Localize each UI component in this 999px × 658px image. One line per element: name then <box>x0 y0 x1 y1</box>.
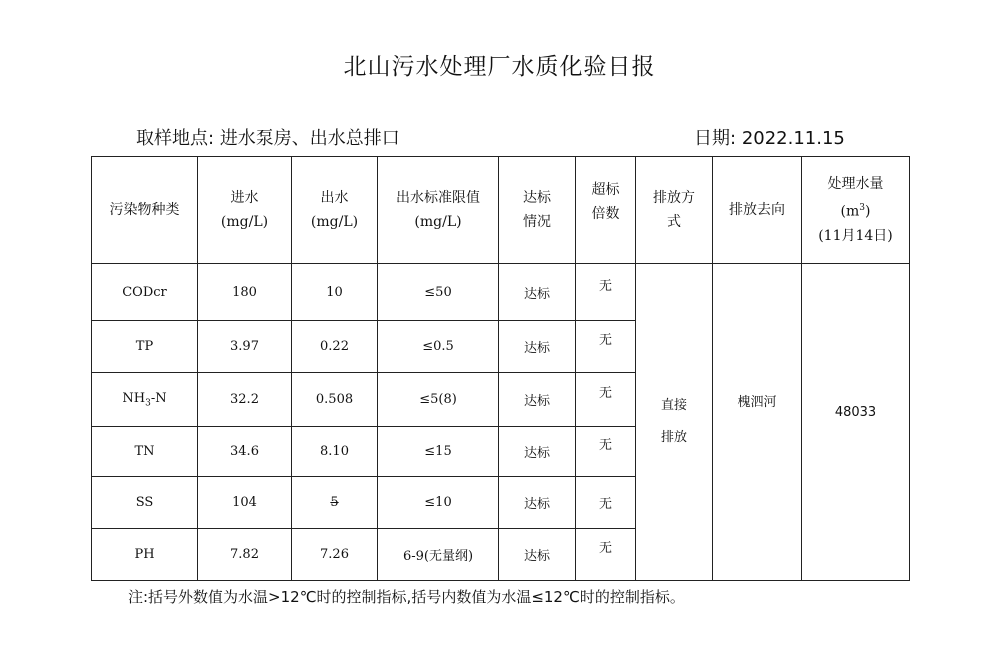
cell-inflow: 34.6 <box>198 427 292 477</box>
cell-inflow: 32.2 <box>198 373 292 427</box>
cell-pollutant: TN <box>92 427 198 477</box>
report-date <box>694 124 845 150</box>
header-method: 排放方 式 <box>636 157 713 264</box>
cell-discharge-destination: 槐泗河 <box>713 264 802 581</box>
cell-pollutant: TP <box>92 321 198 373</box>
footnote: 注:括号外数值为水温>12℃时的控制指标,括号内数值为水温≤12℃时的控制指标。 <box>128 588 685 606</box>
cell-outflow: 8.10 <box>292 427 378 477</box>
sampling-location <box>136 124 400 150</box>
cell-pollutant: SS <box>92 477 198 529</box>
cell-limit: ≤5(8) <box>378 373 499 427</box>
cell-inflow: 7.82 <box>198 529 292 581</box>
cell-pollutant: CODcr <box>92 264 198 321</box>
cell-limit: ≤0.5 <box>378 321 499 373</box>
cell-outflow: 7.26 <box>292 529 378 581</box>
cell-status: 达标 <box>499 264 576 321</box>
header-outflow: 出水 (mg/L) <box>292 157 378 264</box>
cell-outflow: 5 <box>292 477 378 529</box>
cell-limit: ≤15 <box>378 427 499 477</box>
cell-outflow: 0.22 <box>292 321 378 373</box>
cell-exceed: 无 <box>576 529 636 581</box>
cell-pollutant: PH <box>92 529 198 581</box>
cell-outflow: 10 <box>292 264 378 321</box>
water-quality-table <box>91 156 910 581</box>
header-destination: 排放去向 <box>713 157 802 264</box>
header-limit: 出水标准限值 (mg/L) <box>378 157 499 264</box>
cell-pollutant: $NH_3-N$ <box>92 373 198 427</box>
report-date-label: 日期: <box>694 128 737 149</box>
cell-outflow: 0.508 <box>292 373 378 427</box>
cell-status: 达标 <box>499 529 576 581</box>
cell-limit: ≤10 <box>378 477 499 529</box>
cell-inflow: 3.97 <box>198 321 292 373</box>
cell-discharge-method: 直接 排放 <box>636 264 713 581</box>
cell-limit: ≤50 <box>378 264 499 321</box>
cell-exceed: 无 <box>576 477 636 529</box>
cell-exceed: 无 <box>576 264 636 321</box>
cell-inflow: 104 <box>198 477 292 529</box>
sampling-location-value: 进水泵房、出水总排口 <box>219 128 400 149</box>
header-exceed: 超标 倍数 <box>576 157 636 264</box>
sampling-location-label: 取样地点: <box>136 128 215 149</box>
cell-status: 达标 <box>499 477 576 529</box>
header-volume: 处理水量 $(m^3)$ (11月14日) <box>802 157 910 264</box>
header-inflow: 进水 (mg/L) <box>198 157 292 264</box>
cell-status: 达标 <box>499 427 576 477</box>
table-row <box>92 264 910 321</box>
header-status: 达标 情况 <box>499 157 576 264</box>
report-title: 北山污水处理厂水质化验日报 <box>343 54 656 80</box>
cell-limit: 6-9(无量纲) <box>378 529 499 581</box>
cell-status: 达标 <box>499 321 576 373</box>
header-pollutant: 污染物种类 <box>92 157 198 264</box>
table-header-row <box>92 157 910 264</box>
cell-exceed: 无 <box>576 427 636 477</box>
cell-exceed: 无 <box>576 373 636 427</box>
report-date-value: 2022.11.15 <box>741 128 845 149</box>
cell-treated-volume: 48033 <box>802 264 910 581</box>
cell-exceed: 无 <box>576 321 636 373</box>
cell-status: 达标 <box>499 373 576 427</box>
cell-inflow: 180 <box>198 264 292 321</box>
